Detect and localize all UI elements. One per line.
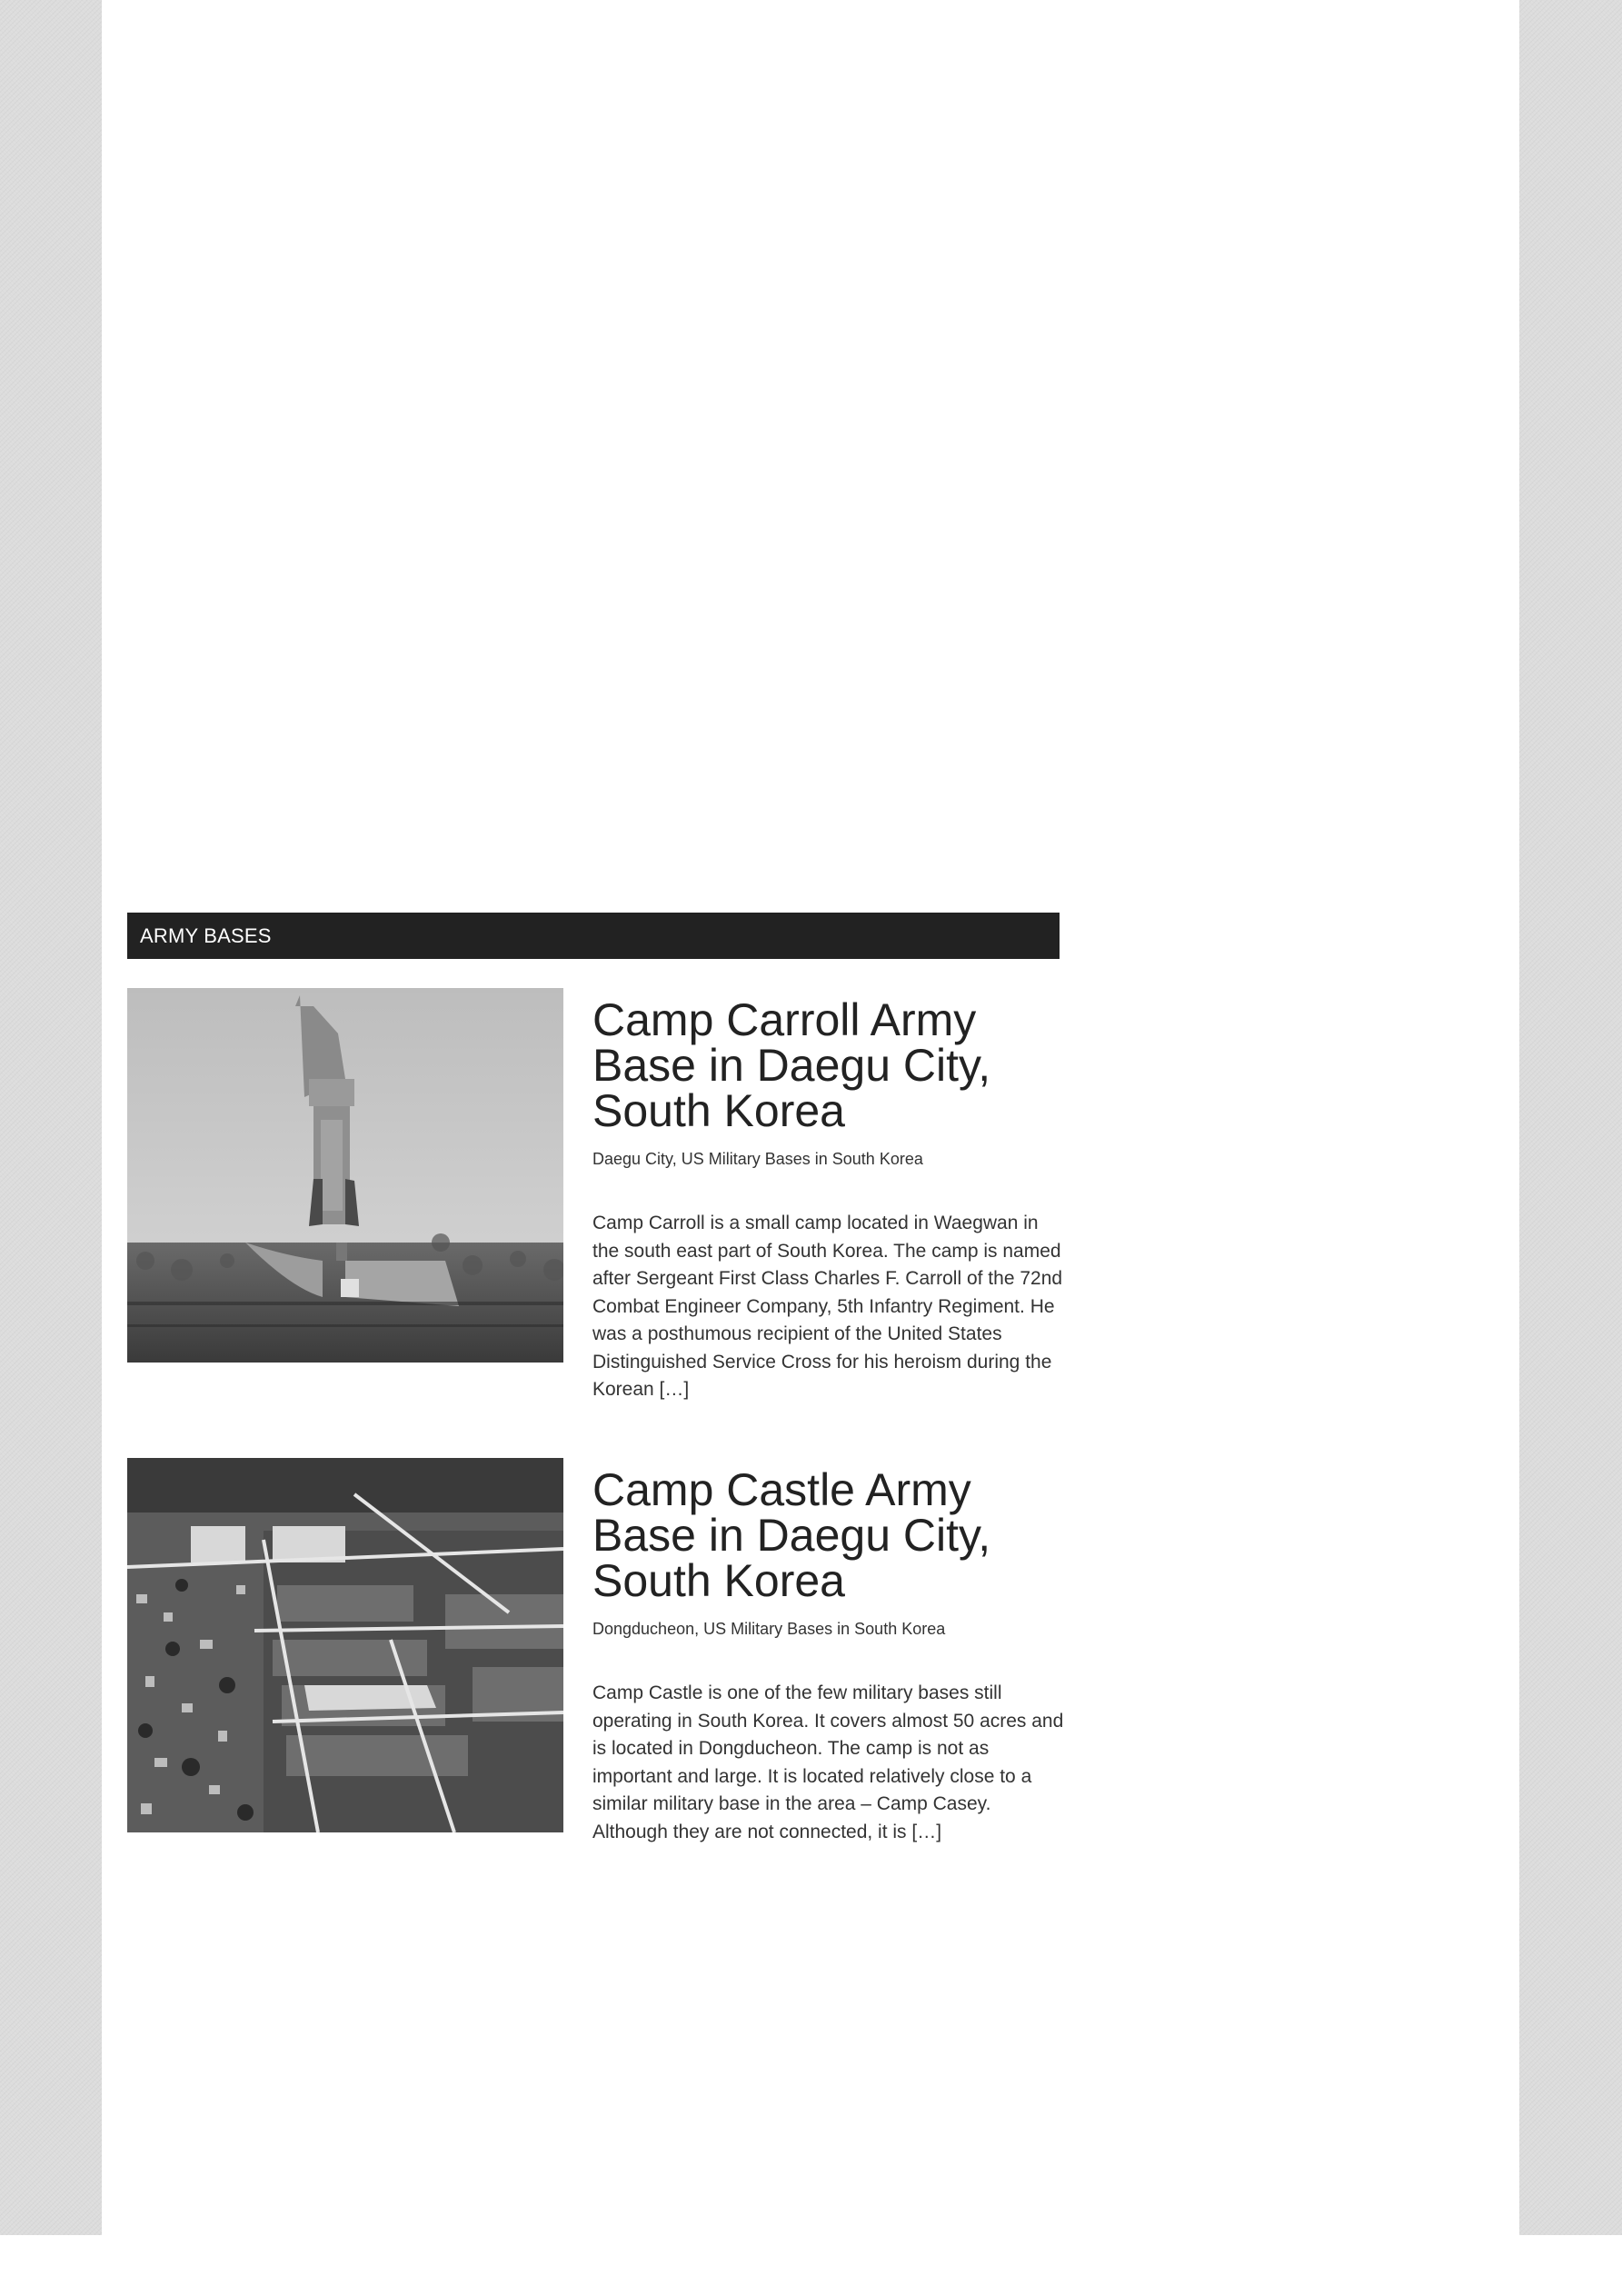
content-area bbox=[102, 0, 1519, 2235]
post-excerpt: Camp Castle is one of the few military bases still operating in South Korea. It covers almost 50 acres and is located in Dongducheon. The camp is not as important and large. It is located relatively close to a similar military base in the area – Camp Casey. Although they are not connected, it is […] bbox=[592, 1682, 1064, 1842]
post-title bbox=[592, 994, 1065, 1136]
category-separator: , bbox=[694, 1620, 704, 1638]
post-thumbnail-aerial[interactable] bbox=[127, 1458, 563, 1832]
post-title bbox=[592, 1464, 1065, 1606]
section-header bbox=[127, 913, 1060, 959]
post-excerpt: Camp Carroll is a small camp located in Waegwan in the south east part of South Korea. The camp is named after Sergeant First Class Charles F. Carroll of the 72nd Combat Engineer Company, 5th Infantry Regiment. He was a posthumous recipient of the United States Distinguished Service Cross for his heroism during the Korean […] bbox=[592, 1213, 1063, 1400]
page-footer-strip bbox=[0, 2235, 1622, 2296]
category-link[interactable]: Daegu City bbox=[592, 1150, 672, 1168]
category-separator: , bbox=[672, 1150, 682, 1168]
category-link[interactable]: US Military Bases in South Korea bbox=[681, 1150, 923, 1168]
post-thumbnail-monument[interactable] bbox=[127, 988, 563, 1363]
category-link[interactable]: Dongducheon bbox=[592, 1620, 695, 1638]
post-categories bbox=[592, 1618, 1065, 1640]
post-title-link[interactable]: Camp Castle Army Base in Daegu City, South Korea bbox=[592, 1464, 991, 1606]
section-title: ARMY BASES bbox=[140, 924, 272, 947]
category-link[interactable]: US Military Bases in South Korea bbox=[703, 1620, 946, 1638]
post-content bbox=[592, 1458, 1065, 1846]
post-title-link[interactable]: Camp Carroll Army Base in Daegu City, South Korea bbox=[592, 994, 991, 1136]
post-categories bbox=[592, 1148, 1065, 1170]
post-content bbox=[592, 988, 1065, 1404]
post-item bbox=[127, 988, 1063, 1400]
post-item bbox=[127, 1458, 1064, 1842]
